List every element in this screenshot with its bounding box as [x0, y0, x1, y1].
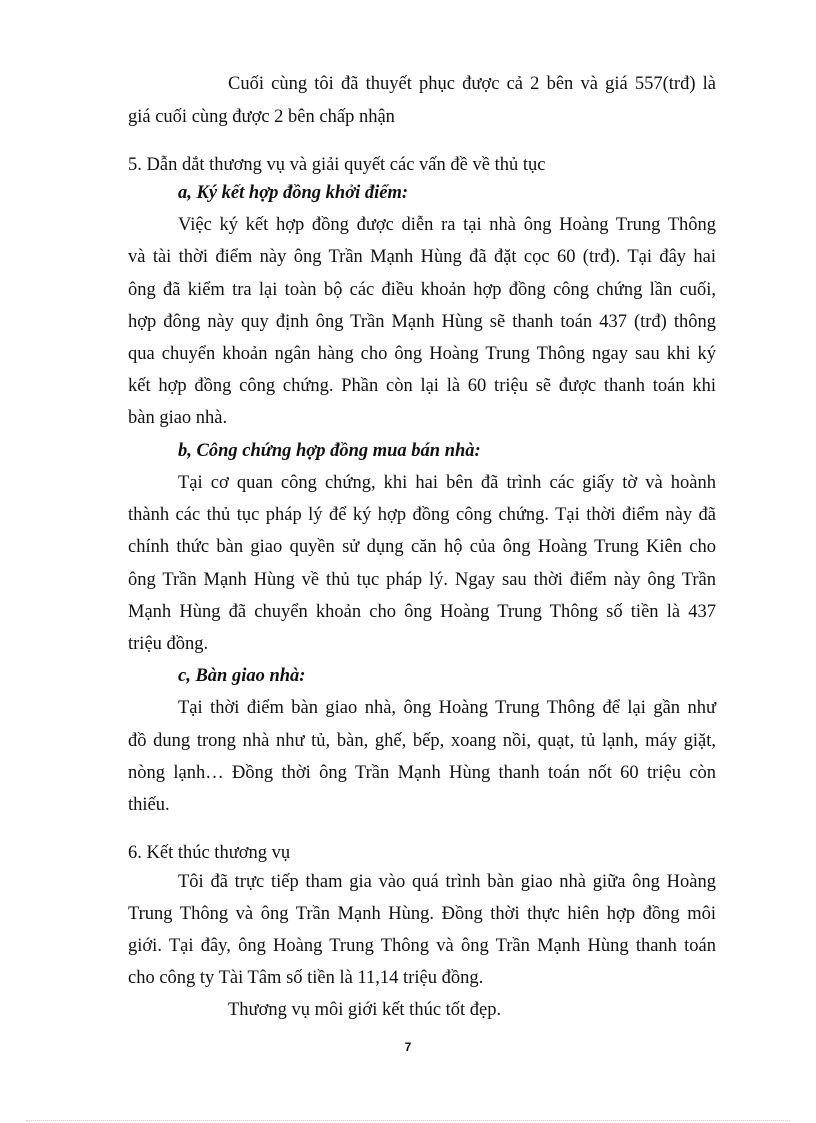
subsection-heading-b: b, Công chứng hợp đồng mua bán nhà:: [178, 441, 481, 461]
page-number: 7: [404, 1040, 412, 1054]
body-text-line: Mạnh Hùng đã chuyển khoản cho ông Hoàng Trung Thông số tiền là 437: [128, 602, 716, 622]
body-text-line: và tài thời điểm này ông Trần Mạnh Hùng đã đặt cọc 60 (trđ). Tại đây hai: [128, 247, 716, 267]
body-text-line: thành các thủ tục pháp lý để ký hợp đồng công chứng. Tại thời điểm này đã: [128, 505, 716, 525]
body-text-line: thiếu.: [128, 795, 170, 815]
body-text-line: kết hợp đồng công chứng. Phần còn lại là 60 triệu sẽ được thanh toán khi: [128, 376, 716, 396]
body-text-line: giới. Tại đây, ông Hoàng Trung Thông và ông Trần Mạnh Hùng thanh toán: [128, 936, 716, 956]
section-heading-6: 6. Kết thúc thương vụ: [128, 843, 291, 863]
body-text-line: hợp đông này quy định ông Trần Mạnh Hùng sẽ thanh toán 437 (trđ) thông: [128, 312, 716, 332]
body-text-line: Thương vụ môi giới kết thúc tốt đẹp.: [228, 1000, 502, 1020]
body-text-line: qua chuyển khoản ngân hàng cho ông Hoàng Trung Thông ngay sau khi ký: [128, 344, 716, 364]
body-text-line: Tại cơ quan công chứng, khi hai bên đã trình các giấy tờ và hoành: [178, 473, 716, 493]
body-text-line: Tại thời điểm bàn giao nhà, ông Hoàng Trung Thông để lại gần như: [178, 698, 716, 718]
body-text-line: triệu đồng.: [128, 634, 209, 654]
body-text-line: Cuối cùng tôi đã thuyết phục được cả 2 bên và giá 557(trđ) là: [228, 74, 716, 94]
body-text-line: chính thức bàn giao quyền sử dụng căn hộ của ông Hoàng Trung Kiên cho: [128, 537, 716, 557]
footer-divider: [26, 1120, 790, 1121]
body-text-line: ông Trần Mạnh Hùng về thủ tục pháp lý. Ngay sau thời điểm này ông Trần: [128, 570, 716, 590]
body-text-line: Việc ký kết hợp đồng được diễn ra tại nhà ông Hoàng Trung Thông: [178, 215, 716, 235]
body-text-line: Tôi đã trực tiếp tham gia vào quá trình bàn giao nhà giữa ông Hoàng: [178, 872, 716, 892]
body-text-line: giá cuối cùng được 2 bên chấp nhận: [128, 107, 395, 127]
subsection-heading-c: c, Bàn giao nhà:: [178, 666, 306, 686]
body-text-line: ông đã kiểm tra lại toàn bộ các điều khoản hợp đồng công chứng lần cuối,: [128, 280, 716, 300]
body-text-line: bàn giao nhà.: [128, 408, 228, 428]
subsection-heading-a: a, Ký kết hợp đồng khởi điểm:: [178, 183, 409, 203]
body-text-line: Trung Thông và ông Trần Mạnh Hùng. Đồng thời thực hiên hợp đồng môi: [128, 904, 716, 924]
section-heading-5: 5. Dẫn dắt thương vụ và giải quyết các vấn đề về thủ tục: [128, 155, 546, 175]
body-text-line: cho công ty Tài Tâm số tiền là 11,14 triệu đồng.: [128, 968, 484, 988]
body-text-line: đồ dung trong nhà như tủ, bàn, ghế, bếp, xoang nồi, quạt, tủ lạnh, máy giặt,: [128, 731, 716, 751]
body-text-line: nòng lạnh… Đồng thời ông Trần Mạnh Hùng thanh toán nốt 60 triệu còn: [128, 763, 716, 783]
